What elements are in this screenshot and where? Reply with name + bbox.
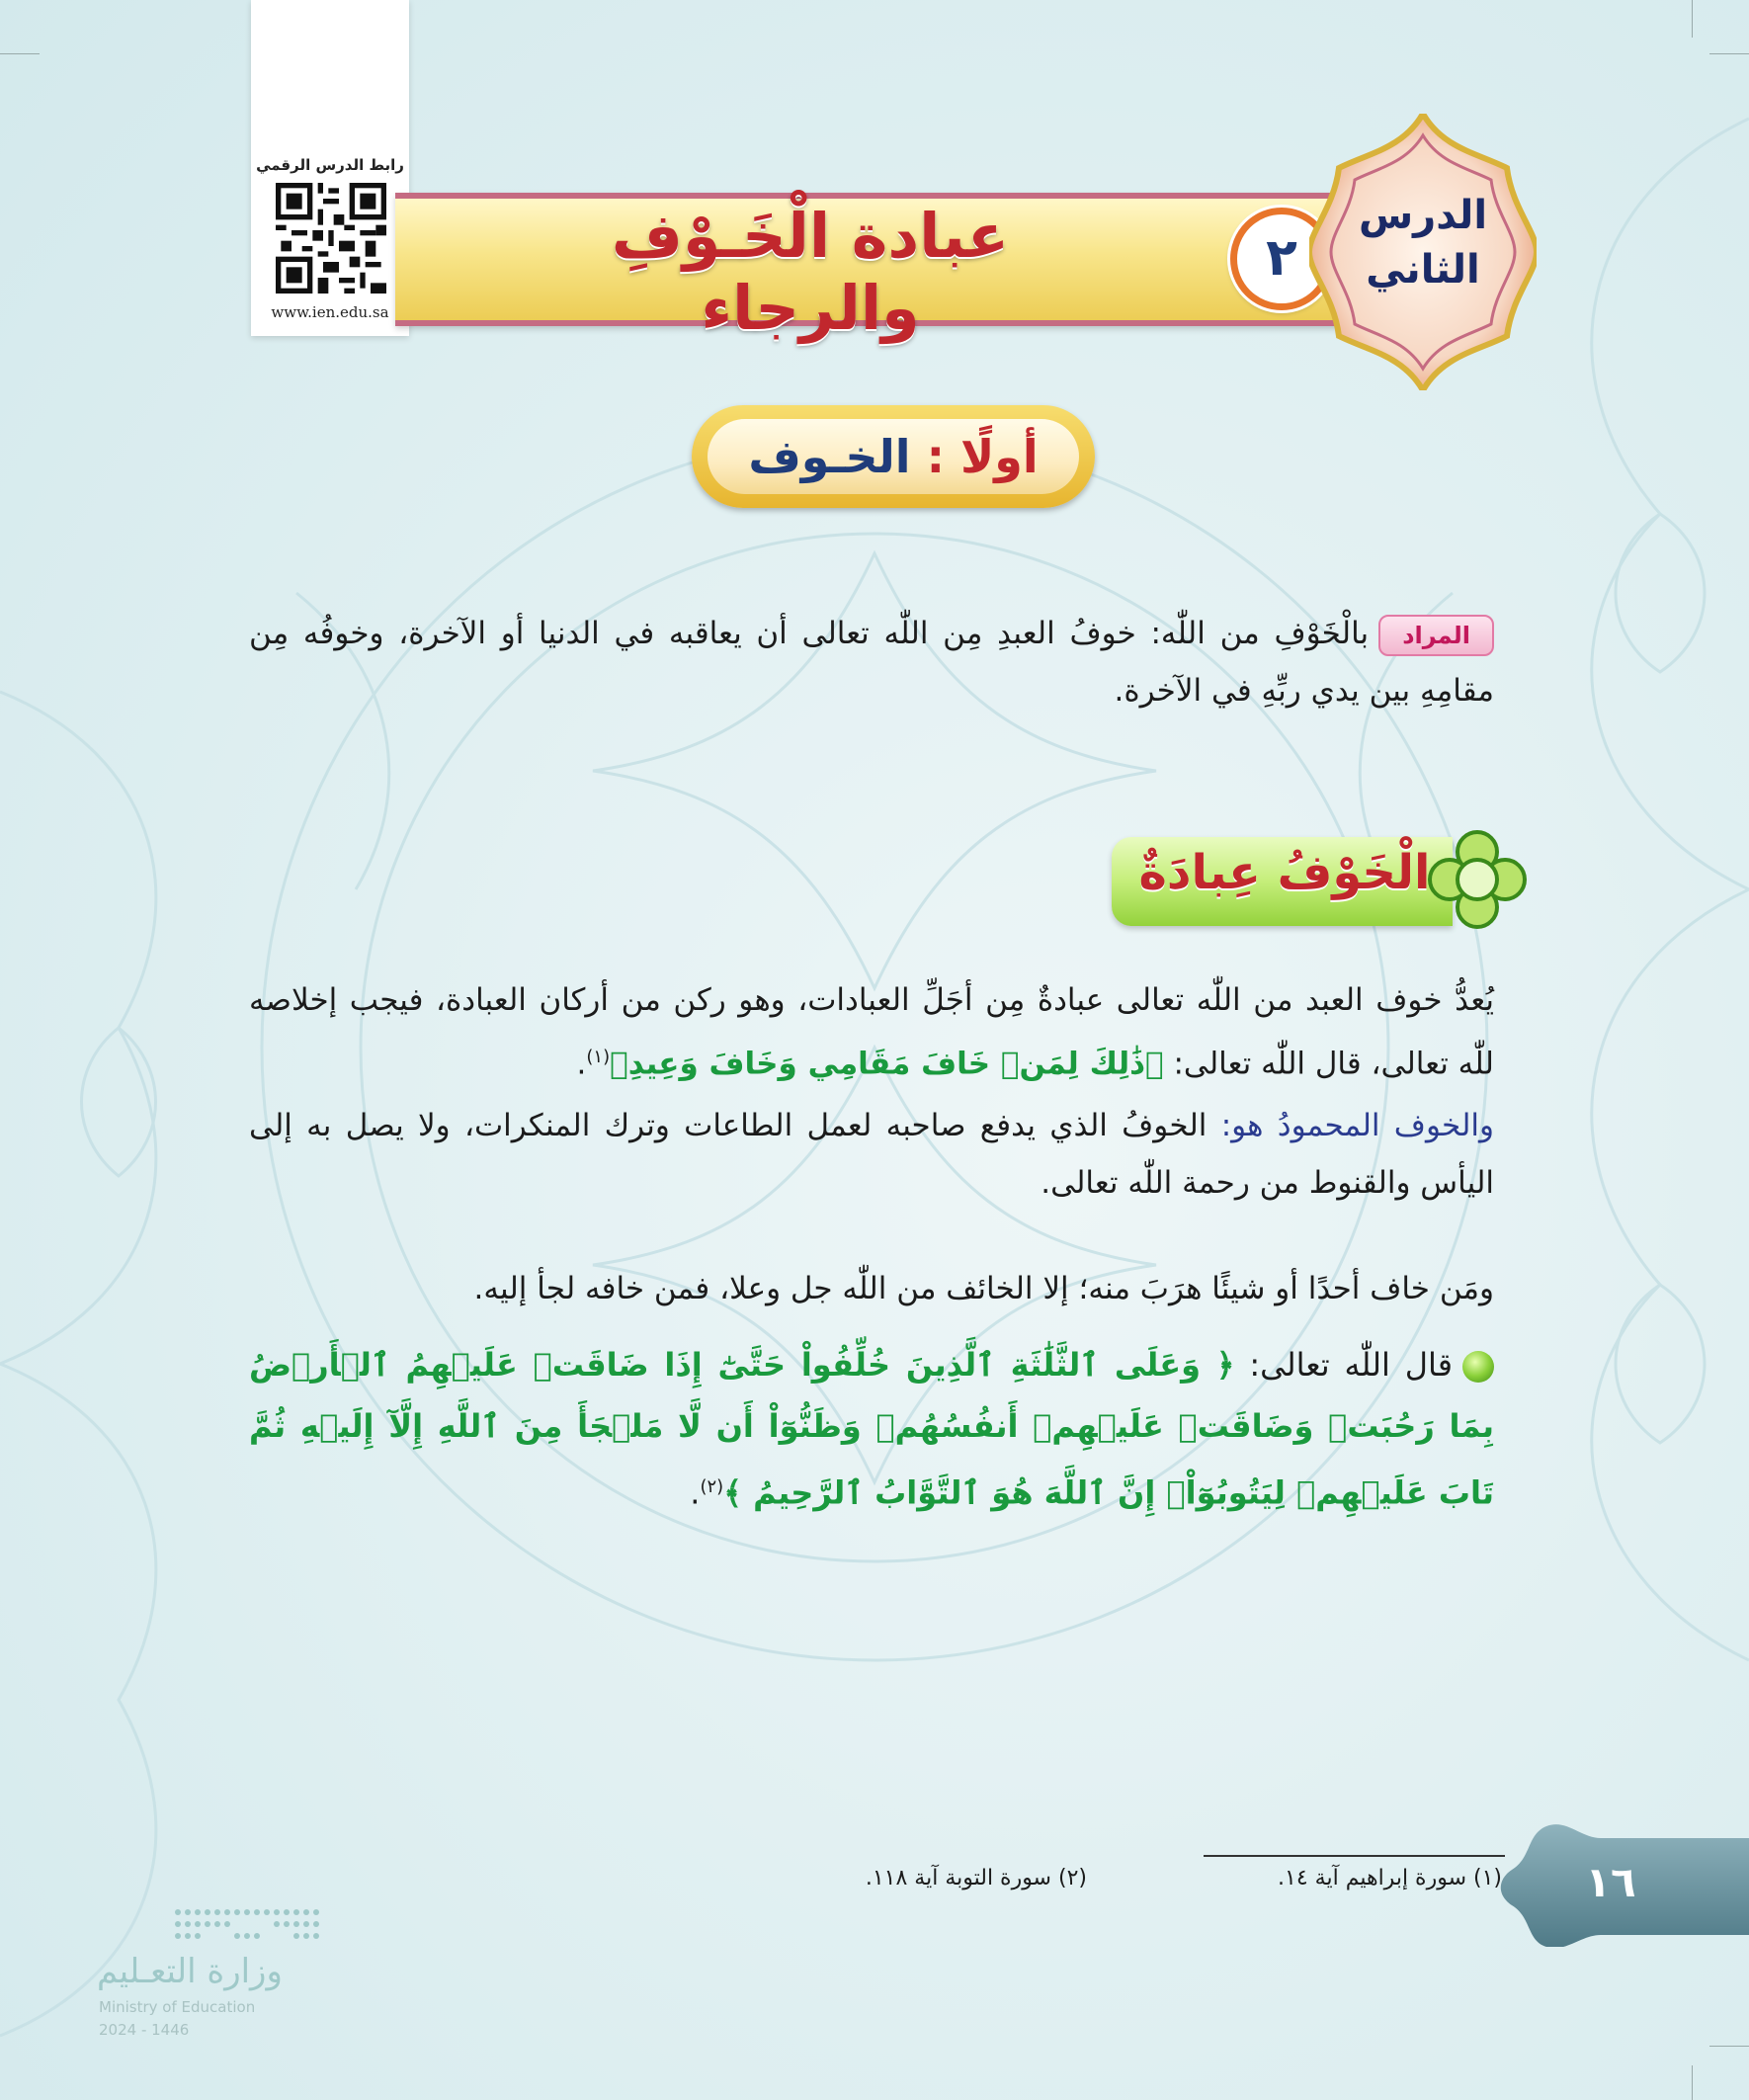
footnote-2: (٢) سورة التوبة آية ١١٨. [865, 1866, 1087, 1890]
qr-url[interactable]: www.ien.edu.sa [271, 303, 389, 321]
ayah-ibrahim: ﴿ذَٰلِكَ لِمَنۡ خَافَ مَقَامِي وَخَافَ وَعِيدِ﴾ [610, 1046, 1164, 1082]
paragraph-praised-fear [249, 1097, 1494, 1212]
paragraph-worship [249, 971, 1494, 1092]
footnote-divider [1204, 1855, 1505, 1857]
green-bullet-icon [1462, 1351, 1494, 1383]
lesson-title: عبادة الْخَـوْفِ والرجاء [611, 200, 1010, 344]
section-heading-title: الخـوف [748, 430, 911, 483]
section-heading-prefix: أولًا : [926, 430, 1039, 483]
praised-fear-label: والخوف المحمودُ هو: [1220, 1108, 1494, 1143]
section-heading [708, 419, 1079, 494]
lesson-label-line1: الدرس [1358, 193, 1488, 238]
period: . [690, 1473, 701, 1512]
page-number: ١٦ [1585, 1858, 1636, 1906]
subsection-title: الْخَوْفُ عِبادَةٌ [1138, 845, 1431, 900]
footnote-1: (١) سورة إبراهيم آية ١٤. [1278, 1866, 1502, 1890]
qr-code-image[interactable] [276, 183, 386, 294]
tawbah-intro: قال اللّٰه تعالى: [1249, 1346, 1454, 1384]
definition-badge: المراد [1378, 615, 1494, 656]
qr-card [251, 0, 409, 336]
paragraph-refuge-text: ومَن خاف أحدًا أو شيئًا هرَبَ منه؛ إلا الخائف من اللّٰه جل وعلا، فمن خافه لجأ إليه. [473, 1271, 1494, 1306]
ministry-name-arabic: وزارة التعـليم [97, 1952, 283, 1991]
footnote-ref-2[interactable]: (٢) [700, 1476, 724, 1497]
ministry-logo-icon [168, 1902, 326, 1947]
period: . [576, 1046, 587, 1082]
footnote-ref-1[interactable]: (١) [586, 1047, 611, 1067]
ministry-year: 2024 - 1446 [99, 2021, 190, 2039]
ayah-tawbah: ﴿ وَعَلَى ٱلثَّلَٰثَةِ ٱلَّذِينَ خُلِّفُواْ حَتَّىٰٓ إِذَا ضَاقَتۡ عَلَيۡهِمُ ٱلۡأَرۡضُ بِمَا رَحُبَتۡ وَضَاقَتۡ عَلَيۡهِمۡ أَنفُسُهُمۡ وَظَنُّوٓاْ أَن لَّا مَلۡجَأَ مِنَ ٱللَّهِ إِلَّآ إِلَيۡهِ ثُمَّ تَابَ عَلَيۡهِمۡ لِيَتُوبُوٓاْۚ إِنَّ ٱللَّهَ هُوَ ٱلتَّوَّابُ ٱلرَّحِيمُ ﴾ [249, 1346, 1494, 1512]
paragraph-refuge [249, 1260, 1494, 1317]
paragraph-worship-text: يُعدُّ خوف العبد من اللّٰه تعالى عبادةٌ مِن أجَلِّ العبادات، وهو ركن من أركان العبادة، فيجب إخلاصه للّٰه تعالى، قال اللّٰه تعالى: [249, 982, 1494, 1082]
paragraph-tawbah [249, 1334, 1494, 1524]
definition-paragraph [249, 605, 1494, 719]
qr-caption: رابط الدرس الرقمي [256, 156, 404, 174]
ministry-name-english: Ministry of Education [99, 1998, 256, 2016]
lesson-label-line2: الثاني [1366, 247, 1480, 293]
lesson-number-badge: ٢ [1230, 208, 1333, 310]
definition-text: بالْخَوْفِ من اللّٰه: خوفُ العبدِ مِن اللّٰه تعالى أن يعاقبه في الدنيا أو الآخرة، وخوفُه مِن مقامِهِ بين يدي ربِّهِ في الآخرة. [249, 616, 1494, 709]
clover-ornament-icon [1428, 830, 1527, 929]
praised-fear-text: الخوفُ الذي يدفع صاحبه لعمل الطاعات وترك المنكرات، ولا يصل به إلى اليأس والقنوط من رحمة اللّٰه تعالى. [249, 1108, 1494, 1201]
